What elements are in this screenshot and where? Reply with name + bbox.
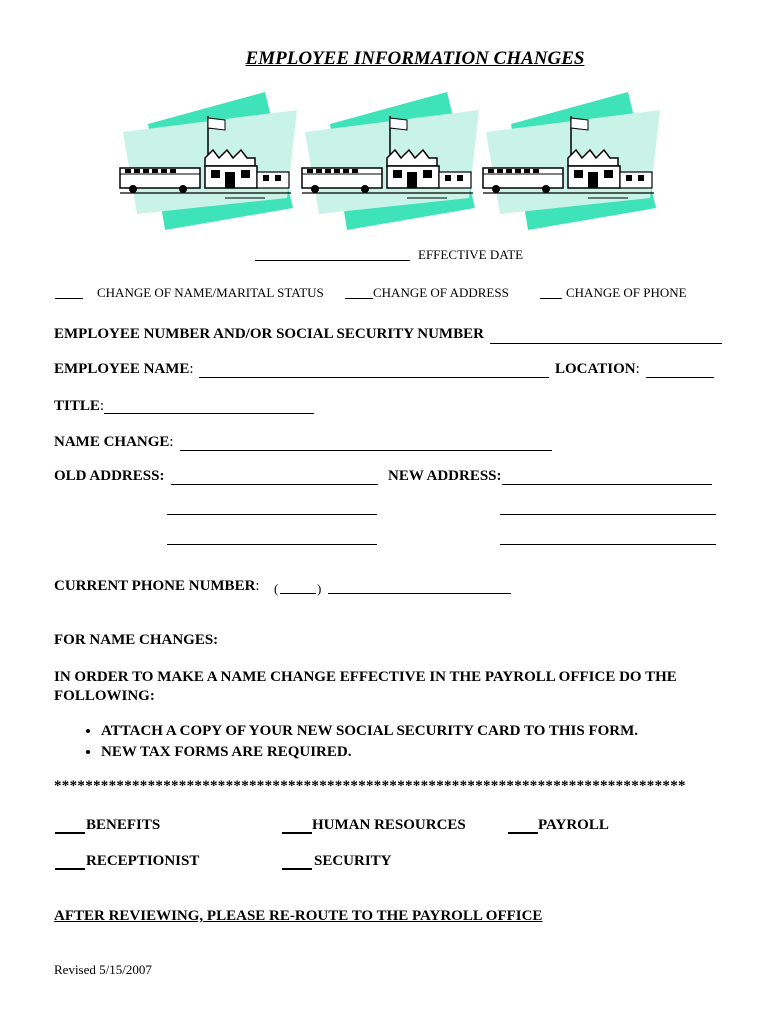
new-address-line-1[interactable] [502, 484, 712, 485]
current-phone-label: CURRENT PHONE NUMBER [54, 578, 256, 594]
employee-name-colon: : [189, 361, 194, 377]
title-colon: : [99, 398, 105, 414]
area-code-field[interactable] [280, 593, 316, 594]
list-item: • NEW TAX FORMS ARE REQUIRED. [101, 743, 638, 762]
employee-number-field[interactable] [490, 343, 722, 344]
school-building-bus-clipart [478, 88, 668, 233]
location-colon: : [635, 361, 640, 377]
asterisk-separator: ********************************************************************************* [54, 778, 686, 794]
change-address-checkbox[interactable] [345, 298, 373, 299]
new-address-label: NEW ADDRESS: [388, 468, 502, 484]
security-label: SECURITY [314, 853, 392, 869]
school-building-bus-clipart [115, 88, 305, 233]
new-address-line-3[interactable] [500, 544, 716, 545]
change-name-label: CHANGE OF NAME/MARITAL STATUS [97, 285, 324, 300]
new-address-line-2[interactable] [500, 514, 716, 515]
revised-date: Revised 5/15/2007 [54, 962, 152, 977]
location-field[interactable] [646, 377, 714, 378]
human-resources-checkbox[interactable] [282, 832, 312, 834]
receptionist-checkbox[interactable] [55, 868, 85, 870]
change-phone-checkbox[interactable] [540, 298, 562, 299]
receptionist-label: RECEPTIONIST [86, 853, 200, 869]
payroll-checkbox[interactable] [508, 832, 538, 834]
name-change-field[interactable] [180, 450, 552, 451]
old-address-label: OLD ADDRESS: [54, 468, 165, 484]
effective-date-label: EFFECTIVE DATE [418, 247, 524, 262]
name-change-colon: : [169, 434, 174, 450]
school-building-bus-clipart [297, 88, 487, 233]
reroute-instruction: AFTER REVIEWING, PLEASE RE-ROUTE TO THE PAYROLL OFFICE [54, 908, 543, 924]
security-checkbox[interactable] [282, 868, 312, 870]
area-code-open-paren: ( [274, 581, 279, 596]
benefits-checkbox[interactable] [55, 832, 85, 834]
change-phone-label: CHANGE OF PHONE [566, 285, 687, 300]
name-change-label: NAME CHANGE [54, 434, 170, 450]
old-address-line-1[interactable] [171, 484, 378, 485]
list-item: • ATTACH A COPY OF YOUR NEW SOCIAL SECURITY CARD TO THIS FORM. [101, 722, 638, 741]
current-phone-colon: : [255, 578, 260, 594]
human-resources-label: HUMAN RESOURCES [312, 817, 466, 833]
employee-number-label: EMPLOYEE NUMBER AND/OR SOCIAL SECURITY NUMBER [54, 326, 484, 342]
old-address-line-2[interactable] [167, 514, 377, 515]
employee-name-label: EMPLOYEE NAME [54, 361, 190, 377]
change-address-label: CHANGE OF ADDRESS [373, 285, 509, 300]
area-code-close-paren: ) [317, 581, 322, 596]
form-title: EMPLOYEE INFORMATION CHANGES [245, 48, 585, 69]
change-name-checkbox[interactable] [55, 298, 83, 299]
payroll-label: PAYROLL [538, 817, 609, 833]
old-address-line-3[interactable] [167, 544, 377, 545]
requirements-list [56, 722, 638, 764]
title-field[interactable] [104, 413, 314, 414]
employee-name-field[interactable] [199, 377, 549, 378]
phone-number-field[interactable] [328, 593, 511, 594]
title-label: TITLE [54, 398, 100, 414]
instructions-heading: FOR NAME CHANGES: [54, 632, 219, 648]
effective-date-blank[interactable] [255, 260, 410, 261]
instructions-intro-line-1: IN ORDER TO MAKE A NAME CHANGE EFFECTIVE IN THE PAYROLL OFFICE DO THE [54, 669, 677, 685]
instructions-intro-line-2: FOLLOWING: [54, 688, 155, 704]
location-label: LOCATION [555, 361, 636, 377]
benefits-label: BENEFITS [86, 817, 161, 833]
